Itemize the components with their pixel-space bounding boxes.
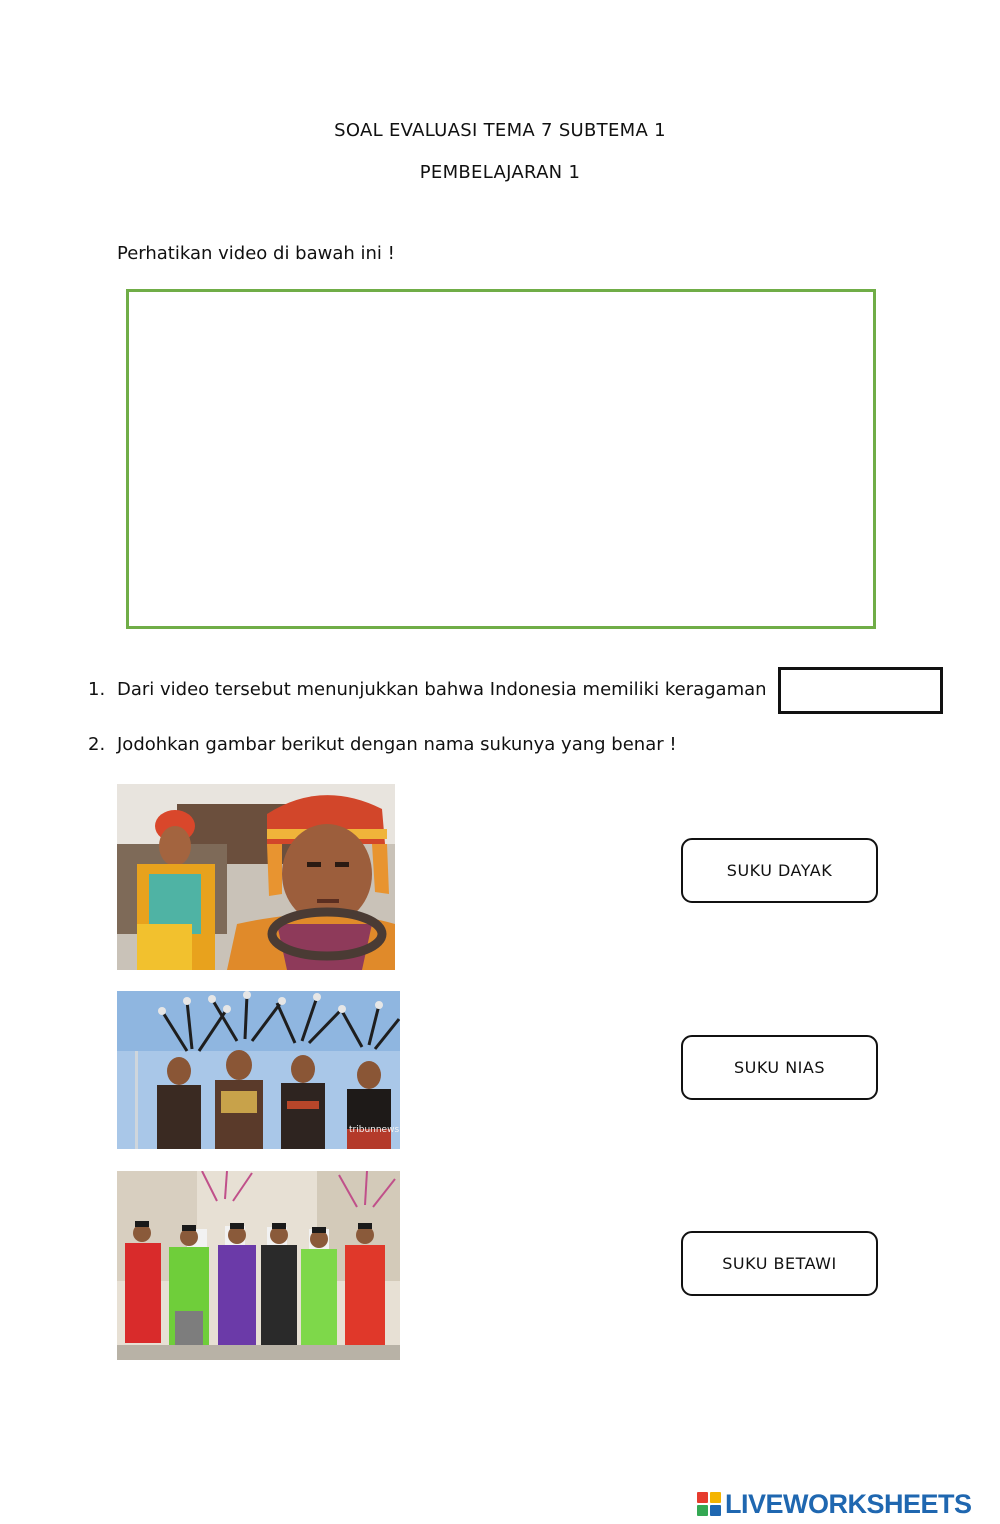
liveworksheets-logo[interactable] [697,1489,972,1519]
option-suku-dayak-button[interactable]: SUKU DAYAK [681,838,878,903]
question-2-text: Jodohkan gambar berikut dengan nama sukunya yang benar ! [117,734,677,755]
nias-men-photo[interactable] [117,784,395,970]
question-1-number: 1. [88,679,106,700]
question-1-text: Dari video tersebut menunjukkan bahwa Indonesia memiliki keragaman [117,679,767,700]
betawi-group-photo[interactable] [117,1171,400,1360]
worksheet-subtitle: PEMBELAJARAN 1 [419,162,581,183]
option-suku-nias-button[interactable]: SUKU NIAS [681,1035,878,1100]
worksheet-title: SOAL EVALUASI TEMA 7 SUBTEMA 1 [334,120,666,141]
option-suku-betawi-button[interactable]: SUKU BETAWI [681,1231,878,1296]
instruction-text: Perhatikan video di bawah ini ! [117,243,395,264]
video-player[interactable] [126,289,876,629]
liveworksheets-logo-text: LIVEWORKSHEETS [725,1488,972,1519]
liveworksheets-logo-icon [697,1492,721,1516]
question-2-number: 2. [88,734,106,755]
question-1-answer-field[interactable] [778,667,943,714]
dayak-dancers-photo[interactable] [117,991,400,1149]
photo-watermark: tribunnews [349,1125,400,1135]
